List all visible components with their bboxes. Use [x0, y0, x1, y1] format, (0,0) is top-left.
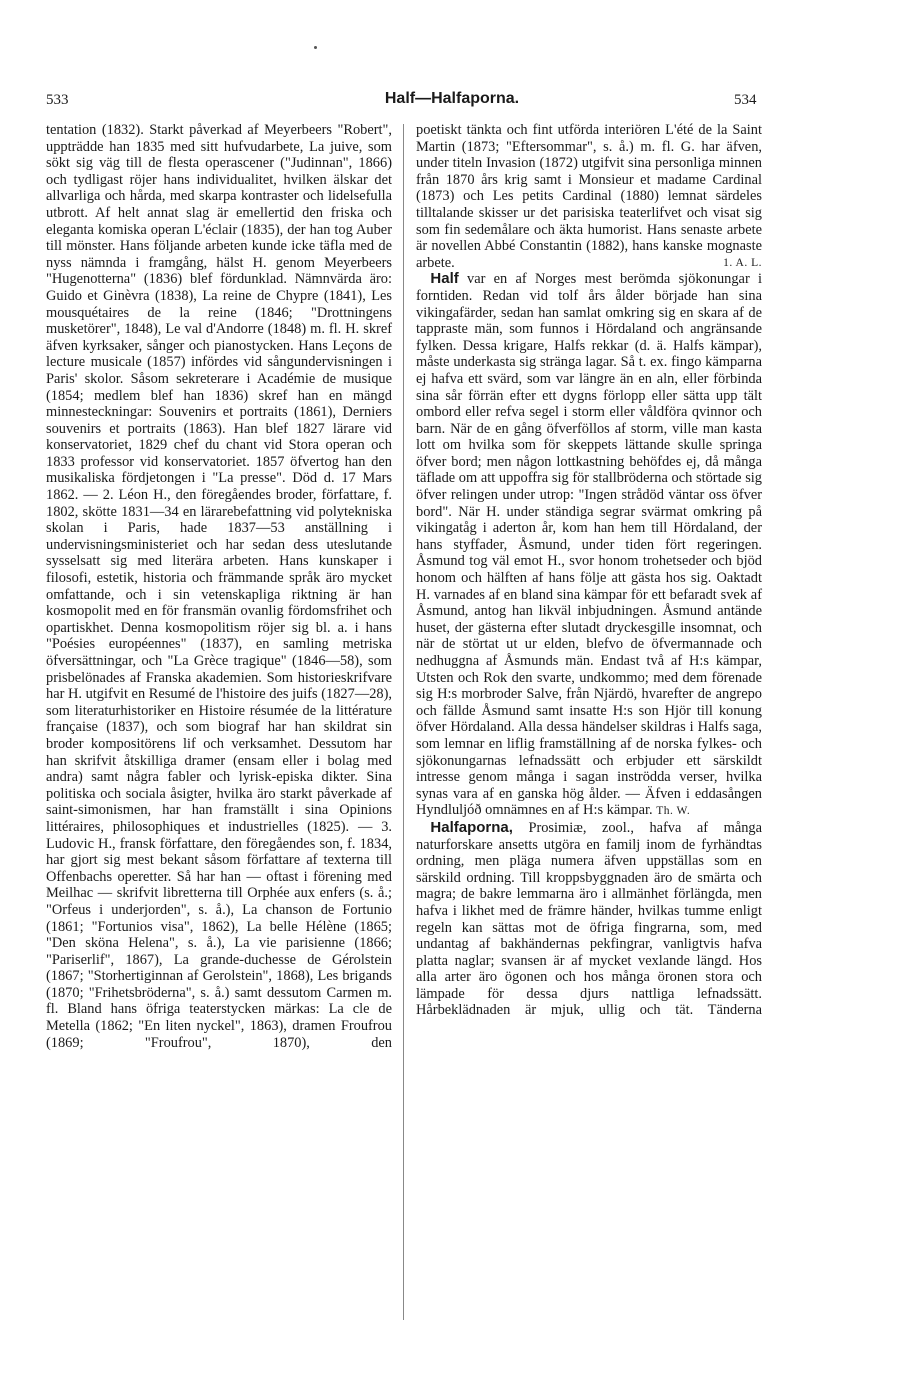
running-title: Half—Halfaporna. — [384, 90, 520, 107]
headword-halfaporna: Halfaporna, — [430, 818, 513, 836]
article-halfaporna-text: Prosimiæ, zool., hafva af många naturforskare ansetts utgöra en familj inom de fyrhändtas ordning, men pläga numera äfven uppställas som en särskild ordning. Till kroppsbyggnaden äro de smärta och magra; de bakre lemmarna äro i allmänhet förlängda, men hafva i likhet med de främre händer, hvilkas tumme enligt regeln kan sättas mot de öfriga fingrarna, som, med undantag af bakhändernas pekfingrar, vanligtvis hafva platta naglar; svansen är af mycket vexlande längd. Hos alla arter äro ögonen och hos många öronen stora och lämpade för dessa djurs nattliga lefnadssätt. Hårbeklädnaden är mjuk, ullig och tät. Tänderna — [416, 819, 762, 1019]
signature-al: 1. A. L. — [723, 256, 762, 269]
article-continuation — [416, 122, 762, 271]
left-column — [46, 122, 392, 1051]
page-number-left: 533 — [46, 92, 69, 108]
headword-half: Half — [430, 270, 459, 288]
page-speck — [314, 46, 317, 49]
article-half-text: var en af Norges mest berömda sjökonungar i forntiden. Redan vid tolf års ålder började han sina vikingafärder, sedan han samlat omkring sig en skara af de tappraste män, som funnos i Hördaland och angränsande fylken. Dessa krigare, Halfs rekkar (d. ä. Halfs kämpar), måste underkasta sig stränga lagar. Så t. ex. fingo kämparna ej hafva ett svärd, som var längre än en aln, eller förbinda sina sår förrän efter ett dygns förlopp eller sätta upp tält ombord eller refva segel i storm eller våldföra qvinnor och barn. När de en gång öfverföllos af storm, ville man kasta lott om hvilka som för skeppets lättande skulle springa öfver bord; men någon lottkastning behöfdes ej, då många täflade om att uppoffra sig för stallbröderna och störtade sig öfver relingen under utrop: "Ingen strådöd väntar oss öfver bord". När H. under ständiga segrar svärmat omkring på vikingatåg i aderton år, kom han hem till Hördaland, der hans styffader, Åsmund, under tiden fört regeringen. Åsmund tog väl emot H., svor honom trohetseder och bjöd honom och hälften af hans följe att gästa hos sig. Oaktadt H. varnades af en bland sina kämpar för ett befaradt svek af Åsmund, antog han likväl inbjudningen. Åsmund antände huset, der gästerna efter slutadt dryckesgille insomnat, och när de störtat ut ur elden, blefvo de öfvermannade och nedhuggna af Åsmunds män. Endast två af H:s kämpar, Utsten och Rok den svarte, undkommo; med dem förenade sig H:s morbroder Salve, från Njärdö, hvarefter de angrepo och fällde Åsmund samt insatte H:s son Hjör till konung öfver Hördaland. Alla dessa händelser skildras i Halfs saga, som lemnar en liflig framställning af de norska fylkes- och sjökonungarnas lefnadssätt och erbjuder ett särskildt intresse genom många i sagan inströdda verser, hvilka synas vara af en ganska hög ålder. — Äfven i eddasången Hyndluljóð omnämnes en af H:s kämpar. — [416, 271, 762, 819]
page-number-right: 534 — [734, 92, 757, 108]
signature-thw: Th. W. — [656, 805, 691, 818]
article-halfaporna — [416, 820, 762, 1019]
right-column — [416, 122, 762, 1019]
article-continuation-text: poetiskt tänkta och fint utförda interiören L'été de la Saint Martin (1873; "Eftersommar", s. å.) m. fl. G. har äfven, under titeln Invasion (1872) utgifvit sina personliga minnen från 1870 års krig samt i Monsieur et madame Cardinal (1873) och Les petits Cardinal (1880) lemnat särdeles tilltalande skisser ur det parisiska teaterlifvet och visat sig som fin sedemålare och äkta humorist. Hans senaste arbete är novellen Abbé Constantin (1882), hans kanske mognaste arbete. — [416, 122, 762, 271]
left-column-text: tentation (1832). Starkt påverkad af Meyerbeers "Robert", uppträdde han 1835 med sitt hufvudarbete, La juive, som sökt sig väg till de flesta operascener ("Judinnan", 1866) och tydligast röjer hans individualitet, hvilken älskar det allvarliga och hårda, med skarpa kontraster och lidelsefulla utbrott. Af helt annat slag är emellertid den friska och eleganta komiska operan L'éclair (1835), der han tog Auber till mönster. Hans följande arbeten kunde icke täfla med de nyss nämnda i framgång, hälst H. genom Meyerbeers "Hugenotterna" (1836) blef fördunklad. Nämnvärda äro: Guido et Ginèvra (1838), La reine de Chypre (1841), Les mousquétaires de la reine (1846; "Drottningens musketörer", 1848), Le val d'Andorre (1848) m. fl. H. skref äfven kyrksaker, sånger och pianostycken. Hans Leçons de lecture musicale (1857) infördes vid sångundervisningen i Paris' skolor. Såsom sekreterare i Académie de musique (1854; medlem blef han 1836) skref han en mängd minnesteckningar: Souvenirs et portraits (1861), Derniers souvenirs et portraits (1863). Han blef 1827 lärare vid konservatoriet, 1829 chef du chant vid Stora operan och 1833 professor vid konservatoriet. 1857 öfvertog han den musikaliska fördjetongen i "La presse". Död d. 17 Mars 1862. — 2. Léon H., den föregåendes broder, författare, f. 1802, skötte 1831—34 en lärarebefattning vid polytekniska skolan i Paris, hade 1837—53 anställning i undervisningsministeriet och har sedan dess uteslutande sysselsatt sig med literära arbeten. Hans kunskaper i filosofi, estetik, historia och främmande språk äro mycket omfattande, och i sin vetenskapliga riktning är han kosmopolit med en för fransmän ovanlig fördomsfrihet och opartiskhet. Denna kosmopolitism röjer sig bl. a. i hans "Poésies européennes" (1837), en samling metriska öfversättningar, och "La Grèce tragique" (1846—58), som prisbelönades af Franska akademien. Som historieskrifvare har H. utgifvit en Resumé de l'histoire des juifs (1827—28), som literaturhistoriker en Histoire résumée de la littérature française (1837), och som biograf har han skildrat sin broder kompositörens lif och verksamhet. Dessutom har han skrifvit åtskilliga dramer (ensam eller i bolag med andra) samt några fabler och lyrisk-episka dikter. Sina politiska och sociala åsigter, hvilka äro starkt påverkade af saint-simonismen, har han framställt i sina Opinions littéraires, philosophiques et industrielles (1825). — 3. Ludovic H., fransk författare, den föregåendes son, f. 1834, har gjort sig mest bekant såsom författare af texterna till Offenbachs operetter. Så har han — oftast i förening med Meilhac — skrifvit libretterna till Orphée aux enfers (s. å.; "Orfeus i underjorden", s. å.), La chanson de Fortunio (1861; "Fortunios visa", 1862), La belle Hélène (1865; "Den sköna Helena", s. å.), La vie parisienne (1866; "Pariserlif", 1867), La grande-duchesse de Gérolstein (1867; "Storhertiginnan af Gerolstein", 1868), Les brigands (1870; "Frihetsbröderna", s. å.) samt dessutom Carmen m. fl. Bland hans öfriga teaterstycken märkas: La cle de Metella (1862; "En liten nyckel", 1863), dramen Froufrou (1869; "Froufrou", 1870), den — [46, 122, 392, 1051]
article-half — [416, 271, 762, 820]
column-divider — [403, 124, 404, 1320]
